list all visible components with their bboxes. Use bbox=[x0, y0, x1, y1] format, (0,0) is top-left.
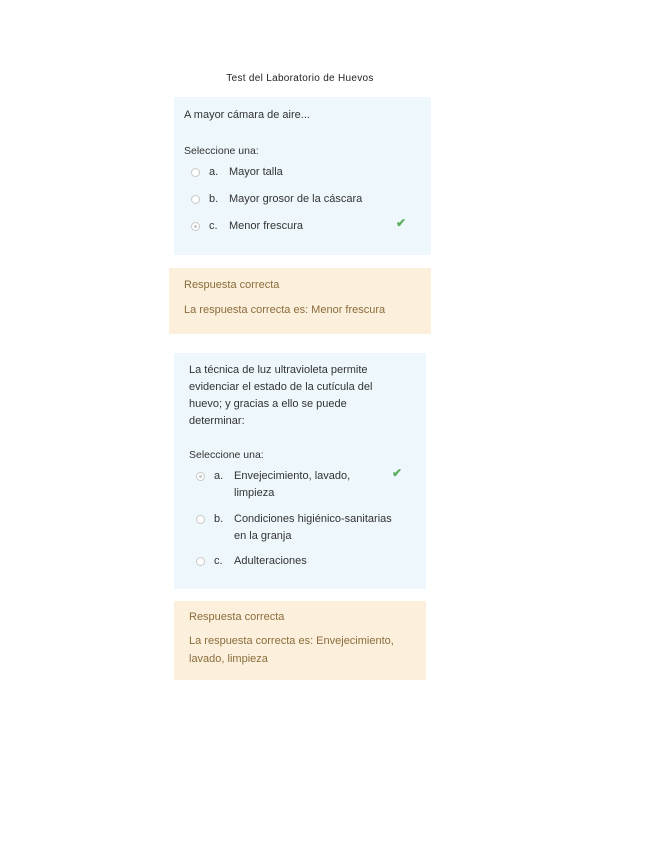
radio-button-selected[interactable] bbox=[196, 472, 205, 481]
option-c[interactable] bbox=[196, 553, 307, 570]
page-title: Test del Laboratorio de Huevos bbox=[226, 73, 374, 84]
option-label: Condiciones higiénico-sanitarias en la granja bbox=[234, 513, 392, 542]
question-text: La técnica de luz ultravioleta permite evidenciar el estado de la cutícula del huevo; y gracias a ello se puede determinar: bbox=[189, 364, 373, 427]
feedback-1 bbox=[169, 268, 431, 334]
option-letter: c. bbox=[209, 220, 218, 232]
check-icon: ✔ bbox=[392, 466, 403, 480]
feedback-title: Respuesta correcta bbox=[184, 279, 280, 291]
option-c[interactable] bbox=[191, 218, 303, 235]
radio-button[interactable] bbox=[196, 515, 205, 524]
option-b[interactable] bbox=[191, 191, 362, 208]
option-letter: b. bbox=[209, 193, 219, 205]
feedback-text: La respuesta correcta es: Envejecimiento, lavado, limpieza bbox=[189, 635, 394, 665]
option-label: Envejecimiento, lavado, limpieza bbox=[234, 470, 351, 499]
option-letter: a. bbox=[209, 166, 219, 178]
radio-button[interactable] bbox=[196, 557, 205, 566]
option-b[interactable] bbox=[196, 511, 406, 545]
radio-button[interactable] bbox=[191, 195, 200, 204]
select-one-prompt: Seleccione una: bbox=[184, 145, 259, 157]
question-1 bbox=[174, 97, 431, 255]
check-icon: ✔ bbox=[396, 216, 407, 230]
option-a[interactable] bbox=[196, 468, 396, 502]
option-a[interactable] bbox=[191, 164, 283, 181]
option-letter: c. bbox=[214, 555, 223, 567]
option-label: Mayor talla bbox=[229, 166, 283, 178]
feedback-text: La respuesta correcta es: Menor frescura bbox=[184, 304, 386, 316]
feedback-title: Respuesta correcta bbox=[189, 611, 285, 623]
radio-button-selected[interactable] bbox=[191, 222, 200, 231]
option-letter: b. bbox=[214, 513, 224, 525]
select-one-prompt: Seleccione una: bbox=[189, 449, 264, 461]
option-label: Menor frescura bbox=[229, 220, 303, 232]
radio-button[interactable] bbox=[191, 168, 200, 177]
option-letter: a. bbox=[214, 470, 224, 482]
feedback-2 bbox=[174, 601, 426, 680]
option-label: Adulteraciones bbox=[234, 555, 307, 567]
question-text: A mayor cámara de aire... bbox=[184, 109, 310, 121]
question-2 bbox=[174, 353, 426, 589]
option-label: Mayor grosor de la cáscara bbox=[229, 193, 363, 205]
